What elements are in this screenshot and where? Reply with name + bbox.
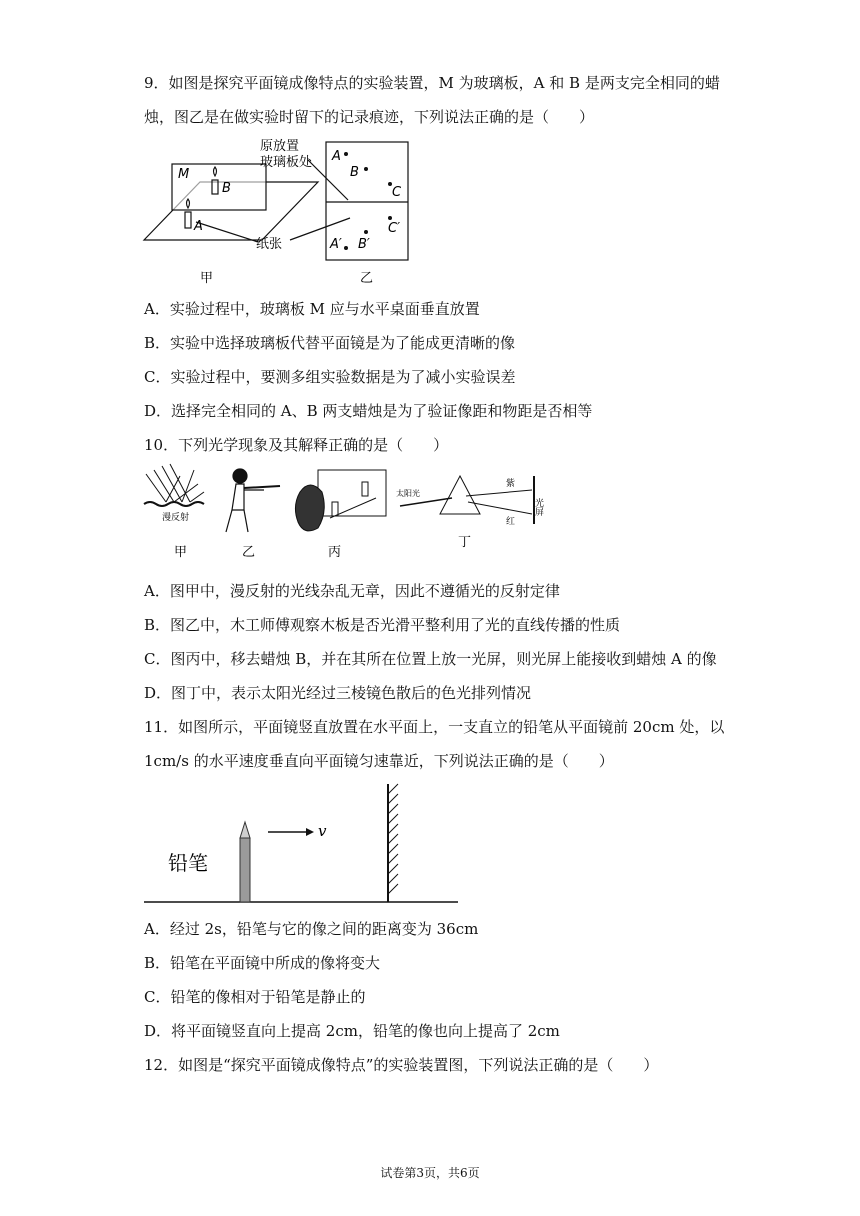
- callout-paper: 纸张: [256, 237, 283, 252]
- velocity-label: v: [318, 822, 327, 840]
- page-footer: 试卷第3页，共6页: [380, 1166, 480, 1180]
- callout-glass-2: 玻璃板处: [260, 155, 313, 170]
- q10-figure: [140, 462, 560, 566]
- q10-option-a: A．图甲中，漫反射的光线杂乱无章，因此不遵循光的反射定律: [144, 582, 560, 600]
- label-yi-10: 乙: [242, 545, 256, 560]
- diffuse-reflection-diagram: [144, 464, 204, 506]
- pencil: [240, 838, 250, 902]
- q11-figure: [140, 780, 470, 910]
- point-C: C: [392, 185, 402, 200]
- q11-stem-line2: 1cm/s 的水平速度垂直向平面镜匀速靠近，下列说法正确的是（ ）: [144, 752, 614, 770]
- purple-text: 紫: [506, 479, 516, 489]
- q10-stem: 10．下列光学现象及其解释正确的是（ ）: [144, 436, 449, 454]
- carpenter-diagram: [226, 469, 280, 532]
- callout-glass-1: 原放置: [260, 139, 300, 154]
- point-B-prime: B′: [358, 237, 370, 252]
- label-jia: 甲: [200, 271, 214, 286]
- q9-stem-line2: 烛，图乙是在做实验时留下的记录痕迹，下列说法正确的是（ ）: [144, 108, 595, 126]
- mirror-hatching: [388, 784, 398, 894]
- q12-stem: 12．如图是“探究平面镜成像特点”的实验装置图，下列说法正确的是（ ）: [144, 1056, 659, 1074]
- q9-stem-line1: 9．如图是探究平面镜成像特点的实验装置，M 为玻璃板，A 和 B 是两支完全相同的蜡: [144, 74, 720, 92]
- q9-figure-jia: [144, 164, 318, 242]
- label-ding-10: 丁: [458, 535, 472, 550]
- callout-glass-line: [308, 160, 348, 200]
- screen-text: 光屏: [533, 498, 543, 516]
- point-B: B: [350, 165, 359, 180]
- q11-option-c: C．铅笔的像相对于铅笔是静止的: [144, 988, 366, 1006]
- label-M: M: [178, 167, 190, 182]
- q9-figure: [140, 132, 440, 292]
- label-A: A: [194, 219, 203, 234]
- q10-option-b: B．图乙中，木工师傅观察木板是否光滑平整利用了光的直线传播的性质: [144, 616, 621, 634]
- q10-option-c: C．图丙中，移去蜡烛 B，并在其所在位置上放一光屏，则光屏上能接收到蜡烛 A 的像: [144, 650, 717, 668]
- q11-stem-line1: 11．如图所示，平面镜竖直放置在水平面上，一支直立的铅笔从平面镜前 20cm 处，以: [144, 718, 725, 736]
- q10-option-d: D．图丁中，表示太阳光经过三棱镜色散后的色光排列情况: [144, 684, 532, 702]
- q9-option-d: D．选择完全相同的 A、B 两支蜡烛是为了验证像距和物距是否相等: [144, 402, 593, 420]
- candle-glass-diagram: [295, 470, 386, 531]
- q11-option-b: B．铅笔在平面镜中所成的像将变大: [144, 954, 381, 972]
- label-jia-10: 甲: [174, 545, 188, 560]
- label-yi: 乙: [360, 271, 374, 286]
- pencil-label: 铅笔: [168, 851, 208, 875]
- point-A: A: [332, 149, 341, 164]
- q11-option-d: D．将平面镜竖直向上提高 2cm，铅笔的像也向上提高了 2cm: [144, 1022, 560, 1040]
- q9-option-a: A．实验过程中，玻璃板 M 应与水平桌面垂直放置: [144, 300, 480, 318]
- pencil-tip: [240, 822, 250, 838]
- callout-paper-line: [196, 222, 258, 242]
- label-B: B: [222, 181, 231, 196]
- diffuse-text: 漫反射: [162, 513, 190, 523]
- q11-option-a: A．经过 2s，铅笔与它的像之间的距离变为 36cm: [144, 920, 479, 938]
- point-A-prime: A′: [330, 237, 342, 252]
- red-text: 红: [506, 517, 516, 527]
- point-C-prime: C′: [388, 221, 401, 236]
- q9-option-b: B．实验中选择玻璃板代替平面镜是为了能成更清晰的像: [144, 334, 516, 352]
- label-bing-10: 丙: [328, 545, 342, 560]
- candle-A: [185, 212, 191, 228]
- q9-option-c: C．实验过程中，要测多组实验数据是为了减小实验误差: [144, 368, 516, 386]
- sunlight-text: 太阳光: [396, 489, 420, 498]
